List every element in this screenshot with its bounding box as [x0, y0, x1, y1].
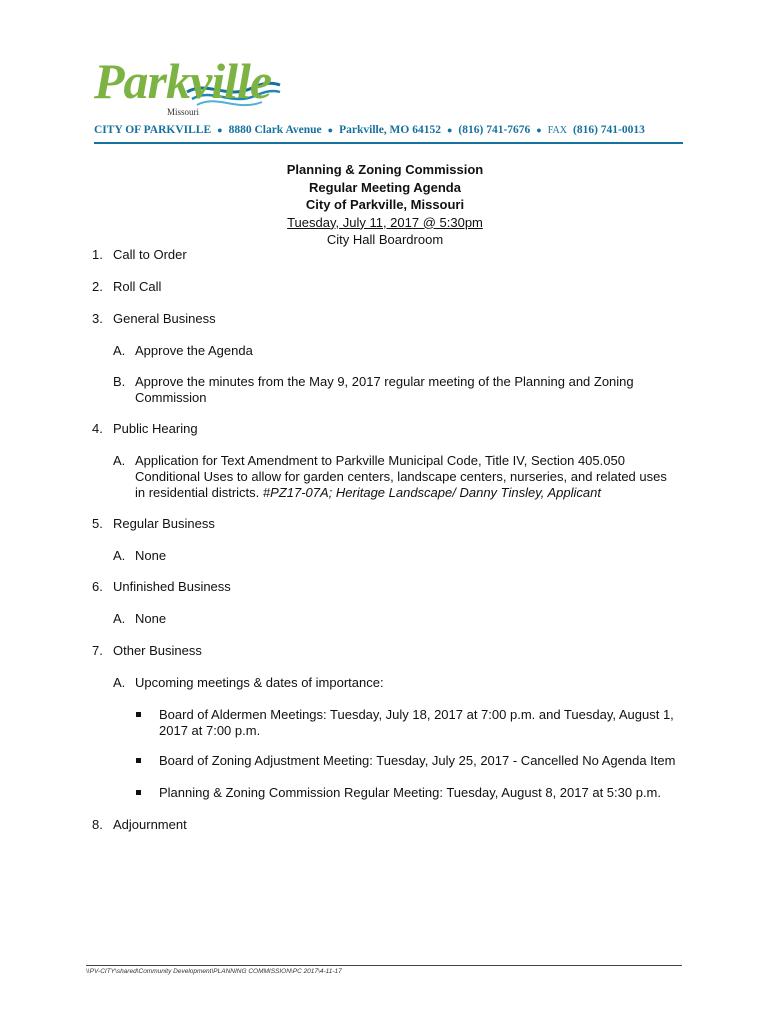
item-label: Public Hearing	[113, 421, 198, 436]
item-number: 1.	[92, 247, 103, 262]
letterhead-fax: (816) 741-0013	[573, 124, 645, 136]
square-bullet-icon	[136, 712, 141, 717]
logo-wordmark: Parkville	[94, 53, 272, 109]
item-number: 7.	[92, 643, 103, 658]
sub-item-text: Approve the Agenda	[135, 343, 253, 358]
square-bullet-icon	[136, 758, 141, 763]
bullet-item	[136, 753, 696, 769]
square-bullet-icon	[136, 790, 141, 795]
sub-item	[113, 343, 673, 359]
sub-item-letter: A.	[113, 453, 126, 468]
item-number: 5.	[92, 516, 103, 531]
sub-item-text-continued: Conditional Uses to allow for garden centers, landscape centers, nurseries, and related uses	[135, 469, 667, 484]
sub-item	[113, 675, 513, 691]
sub-item-text-plain: in residential districts.	[135, 485, 260, 500]
bullet-item	[136, 785, 696, 801]
bullet-item	[136, 707, 696, 739]
sub-item-letter: A.	[113, 611, 126, 626]
item-label: Adjournment	[113, 817, 187, 832]
title-agenda-type: Regular Meeting Agenda	[309, 179, 461, 195]
title-location: City Hall Boardroom	[326, 232, 444, 247]
case-number: #PZ17-07A; Heritage Landscape/ Danny Tinsley, Applicant	[262, 485, 601, 500]
item-number: 3.	[92, 311, 103, 326]
sub-item	[113, 453, 693, 501]
letterhead-address: 8880 Clark Avenue	[228, 124, 322, 136]
sub-item-text-continued	[135, 485, 601, 501]
bullet-text-continued: 2017 at 7:00 p.m.	[159, 723, 261, 738]
item-label: Other Business	[113, 643, 202, 658]
sub-item-text: None	[135, 548, 167, 563]
separator-dot-icon: ●	[217, 125, 223, 135]
separator-dot-icon: ●	[536, 125, 542, 135]
item-number: 8.	[92, 817, 103, 832]
item-number: 6.	[92, 579, 103, 594]
sub-item-letter: A.	[113, 548, 126, 563]
separator-dot-icon: ●	[446, 125, 453, 135]
city-logo	[92, 52, 282, 122]
letterhead-city-state: Parkville, MO 64152	[339, 124, 441, 136]
bullet-text: Planning & Zoning Commission Regular Meeting: Tuesday, August 8, 2017 at 5:30 p.m.	[159, 785, 661, 800]
item-number: 4.	[92, 421, 103, 436]
title-commission: Planning & Zoning Commission	[286, 162, 484, 177]
letterhead-city: CITY OF PARKVILLE	[94, 124, 212, 136]
item-label: General Business	[113, 311, 216, 326]
item-label: Regular Business	[113, 516, 215, 531]
item-label: Roll Call	[113, 279, 162, 294]
sub-item	[113, 548, 313, 564]
sub-item-letter: A.	[113, 343, 126, 358]
item-label: Call to Order	[113, 247, 187, 262]
agenda-title-block	[230, 161, 540, 249]
sub-item-letter: A.	[113, 675, 126, 690]
letterhead-divider	[94, 142, 683, 144]
letterhead-contact	[94, 124, 683, 136]
bullet-text: Board of Zoning Adjustment Meeting: Tuesday, July 25, 2017 - Cancelled No Agenda Item	[159, 753, 676, 768]
sub-item	[113, 611, 313, 627]
letterhead-phone: (816) 741-7676	[458, 124, 531, 136]
sub-item-text-continued: Commission	[135, 390, 207, 405]
sub-item-text: Approve the minutes from the May 9, 2017 regular meeting of the Planning and Zoning	[135, 374, 634, 389]
item-number: 2.	[92, 279, 103, 294]
title-date: Tuesday, July 11, 2017 @ 5:30pm	[287, 214, 483, 230]
sub-item-text: Application for Text Amendment to Parkville Municipal Code, Title IV, Section 405.050	[135, 453, 625, 468]
sub-item	[113, 374, 673, 406]
sub-item-letter: B.	[113, 374, 126, 389]
bullet-text: Board of Aldermen Meetings: Tuesday, July 18, 2017 at 7:00 p.m. and Tuesday, August 1,	[159, 707, 674, 722]
title-city: City of Parkville, Missouri	[305, 197, 465, 212]
sub-item-text: None	[135, 611, 167, 626]
footer-divider	[86, 965, 682, 966]
separator-dot-icon: ●	[327, 125, 334, 135]
item-label: Unfinished Business	[113, 579, 231, 594]
logo-subtitle: Missouri	[167, 107, 200, 117]
letterhead-fax-label: FAX	[547, 124, 567, 136]
footer-file-path: \\PV-CITY\shared\Community Development\PLANNING COMMISSION\PC 2017\4-11-17	[86, 968, 342, 975]
sub-item-text: Upcoming meetings & dates of importance:	[135, 675, 384, 690]
